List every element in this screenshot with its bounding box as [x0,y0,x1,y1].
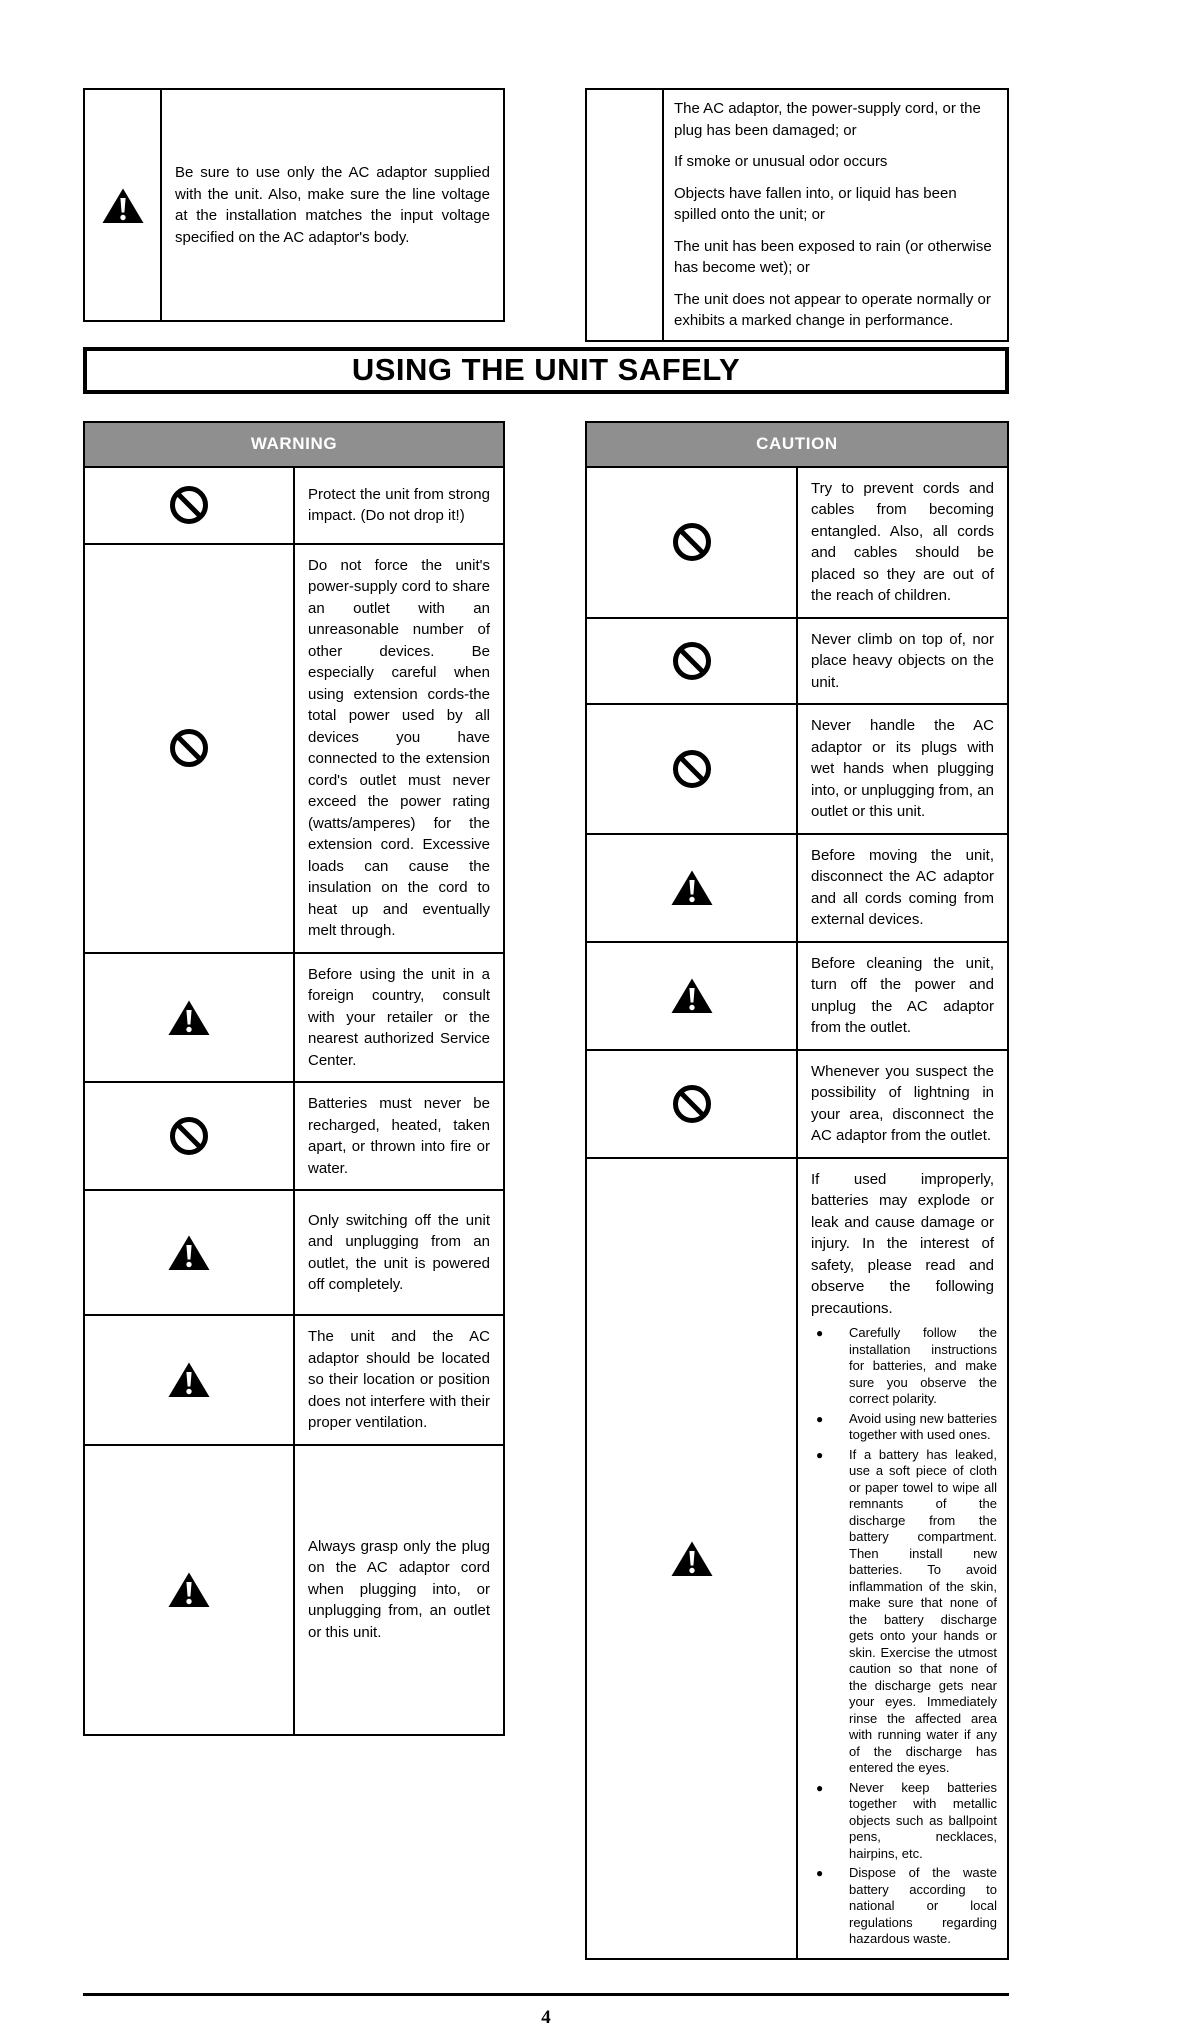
icon-cell [84,544,294,953]
text-cell [294,1082,504,1190]
table-row [84,1190,504,1315]
table-row [586,1158,1008,1959]
icon-cell [586,467,797,618]
list-item: ● Dispose of the waste battery according to national or local regulations regarding hazardous waste. [811,1865,997,1948]
text-cell [797,1158,1008,1959]
warning-triangle-icon [671,869,713,906]
footer-rule [83,1993,1009,1996]
icon-cell [84,1315,294,1445]
top-continuation-section [83,0,1009,342]
list-item: ● Carefully follow the installation instructions for batteries, and make sure you observe the correct polarity. [811,1325,997,1408]
table-row [586,834,1008,942]
text-cell [797,618,1008,705]
icon-cell [84,89,161,321]
section-title: USING THE UNIT SAFELY [351,352,741,387]
service-conditions-list [674,98,999,332]
warning-text: Protect the unit from strong impact. (Do not drop it!) [308,485,490,524]
icon-cell-empty [586,89,663,341]
prohibition-icon [170,1117,208,1155]
table-row [586,89,1008,341]
table-row [84,467,504,544]
table-row [84,953,504,1083]
table-row [586,1050,1008,1158]
warning-table [83,421,505,1736]
warning-text: The unit and the AC adaptor should be located so their location or position does not interfere with their proper ventilation. [308,1328,490,1431]
page-number: 4 [541,2006,551,2028]
table-row [84,1082,504,1190]
caution-text: Before cleaning the unit, turn off the power and unplug the AC adaptor from the outlet. [811,954,994,1036]
table-row [84,1445,504,1735]
caution-header: CAUTION [586,422,1008,467]
table-row [84,89,504,321]
text-cell [797,467,1008,618]
icon-cell [586,834,797,942]
icon-cell [84,1190,294,1315]
text-cell [797,834,1008,942]
icon-cell [586,618,797,705]
warning-triangle-icon [168,1234,210,1271]
text-cell [294,1190,504,1315]
prohibition-icon [673,642,711,680]
section-title-banner [83,347,1009,394]
warning-text: Before using the unit in a foreign country, consult with your retailer or the nearest authorized Service Center. [308,965,490,1069]
caution-text: Try to prevent cords and cables from becoming entangled. Also, all cords and cables should be placed so they are out of the reach of children. [811,479,994,604]
text-cell [797,704,1008,834]
warning-triangle-icon [168,1571,210,1608]
warning-triangle-icon [671,1540,713,1577]
text-cell [294,467,504,544]
list-item: ● If a battery has leaked, use a soft piece of cloth or paper towel to wipe all remnants of the discharge from the battery compartment. Then install new batteries. To avoid inflammation of the skin, make sure that none of the battery discharge gets onto your hands or skin. Exercise the utmost caution so that none of the discharge gets near your eyes. Immediately rinse the affected area with running water if any of the discharge has entered the eyes. [811,1447,997,1777]
condition-item: If smoke or unusual odor occurs [674,153,888,170]
text-cell [797,942,1008,1050]
text-cell [294,1315,504,1445]
text-cell [663,89,1008,341]
icon-cell [84,1445,294,1735]
page-content [83,0,1009,2029]
caution-text: Never climb on top of, nor place heavy objects on the unit. [811,630,994,691]
prohibition-icon [170,729,208,767]
safety-tables-section [83,421,1009,1960]
caution-text: Before moving the unit, disconnect the AC adaptor and all cords coming from external devices. [811,846,994,928]
top-left-table [83,88,505,322]
icon-cell [586,942,797,1050]
icon-cell [586,1050,797,1158]
condition-item: The unit has been exposed to rain (or otherwise has become wet); or [674,237,992,276]
condition-item: The unit does not appear to operate normally or exhibits a marked change in performance. [674,290,991,329]
text-cell [294,1445,504,1735]
warning-text: Batteries must never be recharged, heated, taken apart, or thrown into fire or water. [308,1095,490,1177]
icon-cell [84,1082,294,1190]
icon-cell [84,467,294,544]
ac-adaptor-warning-text: Be sure to use only the AC adaptor supplied with the unit. Also, make sure the line voltage at the installation matches the input voltage specified on the AC adaptor's body. [175,164,490,246]
list-item: ● Never keep batteries together with metallic objects such as ballpoint pens, necklaces, hairpins, etc. [811,1780,997,1863]
warning-text: Always grasp only the plug on the AC adaptor cord when plugging into, or unplugging from, an outlet or this unit. [308,1537,490,1641]
prohibition-icon [673,523,711,561]
caution-text: Whenever you suspect the possibility of lightning in your area, disconnect the AC adaptor from the outlet. [811,1062,994,1144]
list-item: ● Avoid using new batteries together with used ones. [811,1411,997,1444]
table-row [586,618,1008,705]
warning-triangle-icon [102,187,144,224]
table-row [586,467,1008,618]
warning-triangle-icon [671,977,713,1014]
prohibition-icon [673,750,711,788]
top-right-table [585,88,1009,342]
warning-text: Only switching off the unit and unplugging from an outlet, the unit is powered off completely. [308,1211,490,1293]
battery-precautions-list [811,1325,997,1948]
table-row [586,704,1008,834]
warning-triangle-icon [168,1361,210,1398]
text-cell [161,89,504,321]
table-row [84,544,504,953]
caution-text: If used improperly, batteries may explode or leak and cause damage or injury. In the interest of safety, please read and observe the following precautions. [811,1170,994,1317]
icon-cell [586,704,797,834]
text-cell [294,544,504,953]
prohibition-icon [673,1085,711,1123]
condition-item: The AC adaptor, the power-supply cord, or the plug has been damaged; or [674,100,981,139]
caution-table [585,421,1009,1960]
table-row [586,942,1008,1050]
table-header-row [586,422,1008,467]
table-row [84,1315,504,1445]
caution-text: Never handle the AC adaptor or its plugs with wet hands when plugging into, or unplugging from, an outlet or this unit. [811,717,994,820]
icon-cell [586,1158,797,1959]
text-cell [294,953,504,1083]
icon-cell [84,953,294,1083]
warning-text: Do not force the unit's power-supply cord to share an outlet with an unreasonable number of other devices. Be especially careful when using extension cords-the total power used by all devices you have connected to the extension cord's outlet must never exceed the power rating (watts/amperes) for the extension cord. Excessive loads can cause the insulation on the cord to heat up and eventually melt through. [308,556,490,939]
warning-header: WARNING [84,422,504,467]
text-cell [797,1050,1008,1158]
warning-triangle-icon [168,999,210,1036]
prohibition-icon [170,486,208,524]
condition-item: Objects have fallen into, or liquid has been spilled onto the unit; or [674,184,957,223]
table-header-row [84,422,504,467]
